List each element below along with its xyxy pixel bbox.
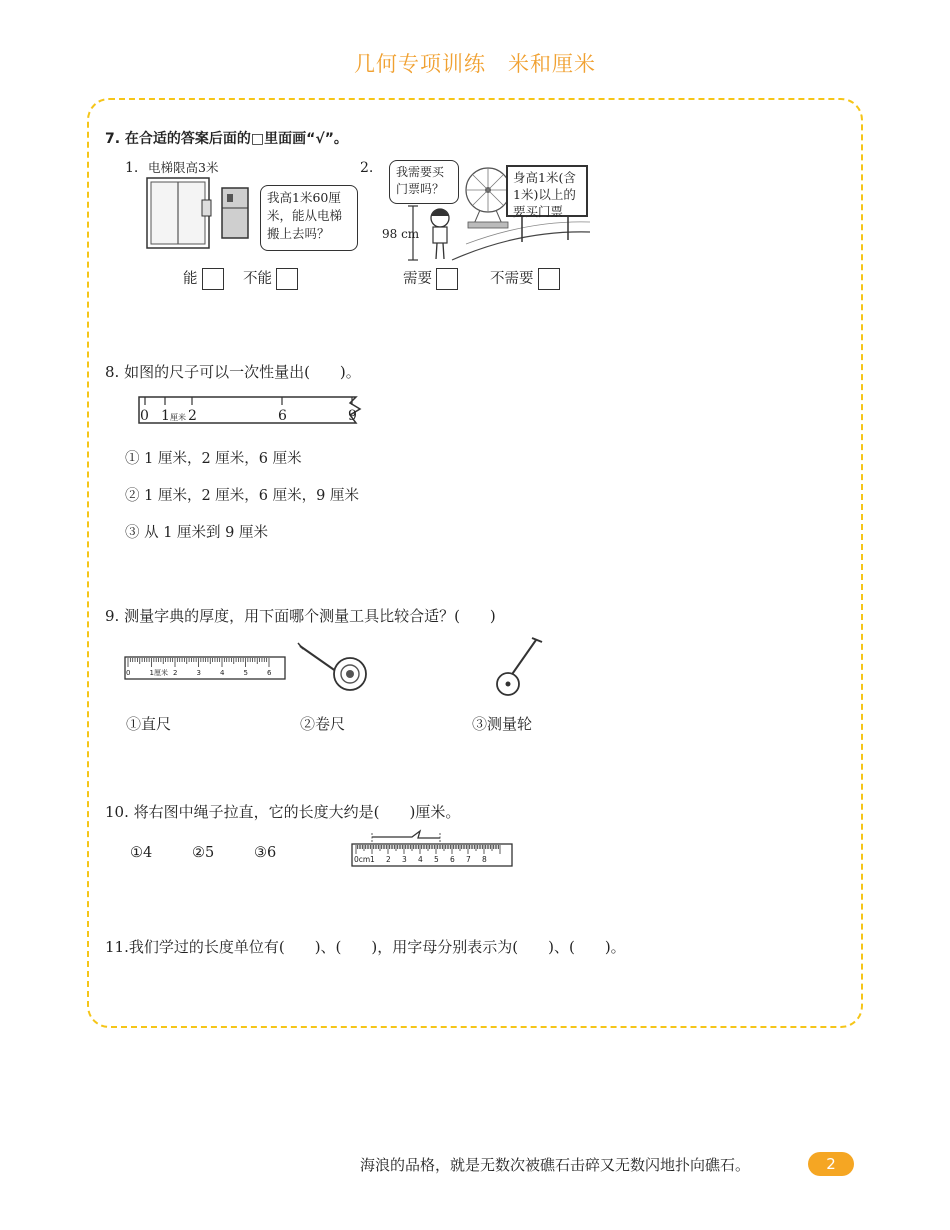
- q8-ruler-tick-0: 0: [140, 408, 149, 424]
- q7-p2-speech-bubble: 我需要买门票吗？: [389, 160, 459, 204]
- q7-p2-option-no: [490, 267, 560, 290]
- elevator-button-panel: [202, 200, 211, 216]
- q10-prompt: 10. 将右图中绳子拉直，它的长度大约是( )厘米。: [105, 803, 461, 821]
- q8-prompt: 8. 如图的尺子可以一次性量出( )。: [105, 363, 361, 381]
- q9-option-1[interactable]: ①直尺: [126, 715, 172, 733]
- q11-prompt: 11.我们学过的长度单位有( )、( )，用字母分别表示为( )、( )。: [105, 938, 626, 956]
- q9-straight-ruler: [124, 655, 288, 683]
- q10-rope-ruler: [350, 828, 514, 870]
- q10-rope: [372, 831, 440, 838]
- q8-ruler-tick-6: 6: [278, 408, 287, 424]
- q10-ruler-label: 5: [434, 855, 439, 864]
- q8-option-2[interactable]: ② 1 厘米，2 厘米，6 厘米，9 厘米: [125, 488, 359, 504]
- q10-option-3[interactable]: ③6: [254, 845, 277, 861]
- q9-ruler-label: 3: [196, 669, 201, 677]
- q7-p2-yes-label: 需要: [403, 271, 432, 287]
- q9-ruler-label: 1厘米: [149, 669, 168, 677]
- q10-ruler-label: 1: [370, 855, 375, 864]
- q8-broken-ruler: [136, 393, 372, 429]
- q10-ruler-label: 4: [418, 855, 423, 864]
- q7-p2-option-yes: [403, 267, 458, 290]
- q10-ruler-label: 3: [402, 855, 407, 864]
- q8-option-1[interactable]: ① 1 厘米，2 厘米，6 厘米: [125, 451, 302, 467]
- ferris-wheel: [466, 168, 510, 228]
- q8-ruler-tick-1: 1: [161, 408, 170, 424]
- q9-option-3[interactable]: ③测量轮: [472, 715, 533, 733]
- q7-p2-no-label: 不需要: [490, 271, 534, 287]
- q7-p2-number: 2.: [360, 160, 374, 176]
- q10-ruler-body: [352, 844, 512, 866]
- q7-p2-ticket-sign: 身高1米(含1米)以上的要买门票: [506, 165, 588, 217]
- measuring-wheel-icon: [490, 634, 550, 698]
- q8-ruler-unit: 厘米: [170, 413, 186, 422]
- q7-p1-option-yes: [183, 267, 224, 290]
- page-title: 几何专项训练 米和厘米: [354, 52, 596, 76]
- q7-p1-caption: 电梯限高3米: [148, 160, 219, 175]
- q9-ruler-label: 0: [126, 669, 131, 677]
- q7-p1-no-checkbox[interactable]: [276, 268, 298, 290]
- q9-ruler-label: 5: [243, 669, 248, 677]
- q7-p1-speech-bubble: 我高1米60厘米，能从电梯搬上去吗？: [260, 185, 358, 251]
- road-edge: [452, 232, 590, 260]
- page-number-badge: 2: [808, 1152, 854, 1176]
- q8-ruler-tick-9: 9: [348, 408, 357, 424]
- q7-p1-no-label: 不能: [243, 271, 272, 287]
- q7-p1-yes-checkbox[interactable]: [202, 268, 224, 290]
- q8-option-3[interactable]: ③ 从 1 厘米到 9 厘米: [125, 525, 268, 541]
- elevator-illustration: [140, 172, 260, 254]
- tape-measure-icon: [296, 640, 372, 692]
- footer-quote: 海浪的品格，就是无数次被礁石击碎又无数闪地扑向礁石。: [360, 1156, 751, 1174]
- q10-ruler-label: 0cm: [354, 855, 371, 864]
- q7-p2-yes-checkbox[interactable]: [436, 268, 458, 290]
- q10-ruler-label: 6: [450, 855, 455, 864]
- q9-ruler-label: 4: [220, 669, 225, 677]
- q10-ruler-label: 8: [482, 855, 487, 864]
- q10-ruler-label: 7: [466, 855, 471, 864]
- q7-p1-number: 1.: [125, 160, 139, 176]
- q9-prompt: 9. 测量字典的厚度，用下面哪个测量工具比较合适？( ): [105, 607, 496, 625]
- q9-option-2[interactable]: ②卷尺: [300, 715, 346, 733]
- q7-p1-yes-label: 能: [183, 271, 198, 287]
- q7-p2-height-label: 98 cm: [382, 227, 420, 241]
- fridge-icon: [222, 188, 248, 238]
- q10-ruler-label: 2: [386, 855, 391, 864]
- q10-option-2[interactable]: ②5: [192, 845, 215, 861]
- q10-option-1[interactable]: ①4: [130, 845, 153, 861]
- q9-ruler-label: 2: [173, 669, 178, 677]
- q7-p2-no-checkbox[interactable]: [538, 268, 560, 290]
- q7-prompt: 7. 在合适的答案后面的□里面画“√”。: [105, 131, 348, 147]
- q7-p1-option-no: [243, 267, 298, 290]
- girl-figure: [431, 209, 449, 259]
- q8-ruler-tick-2: 2: [188, 408, 197, 424]
- q9-ruler-label: 6: [267, 669, 272, 677]
